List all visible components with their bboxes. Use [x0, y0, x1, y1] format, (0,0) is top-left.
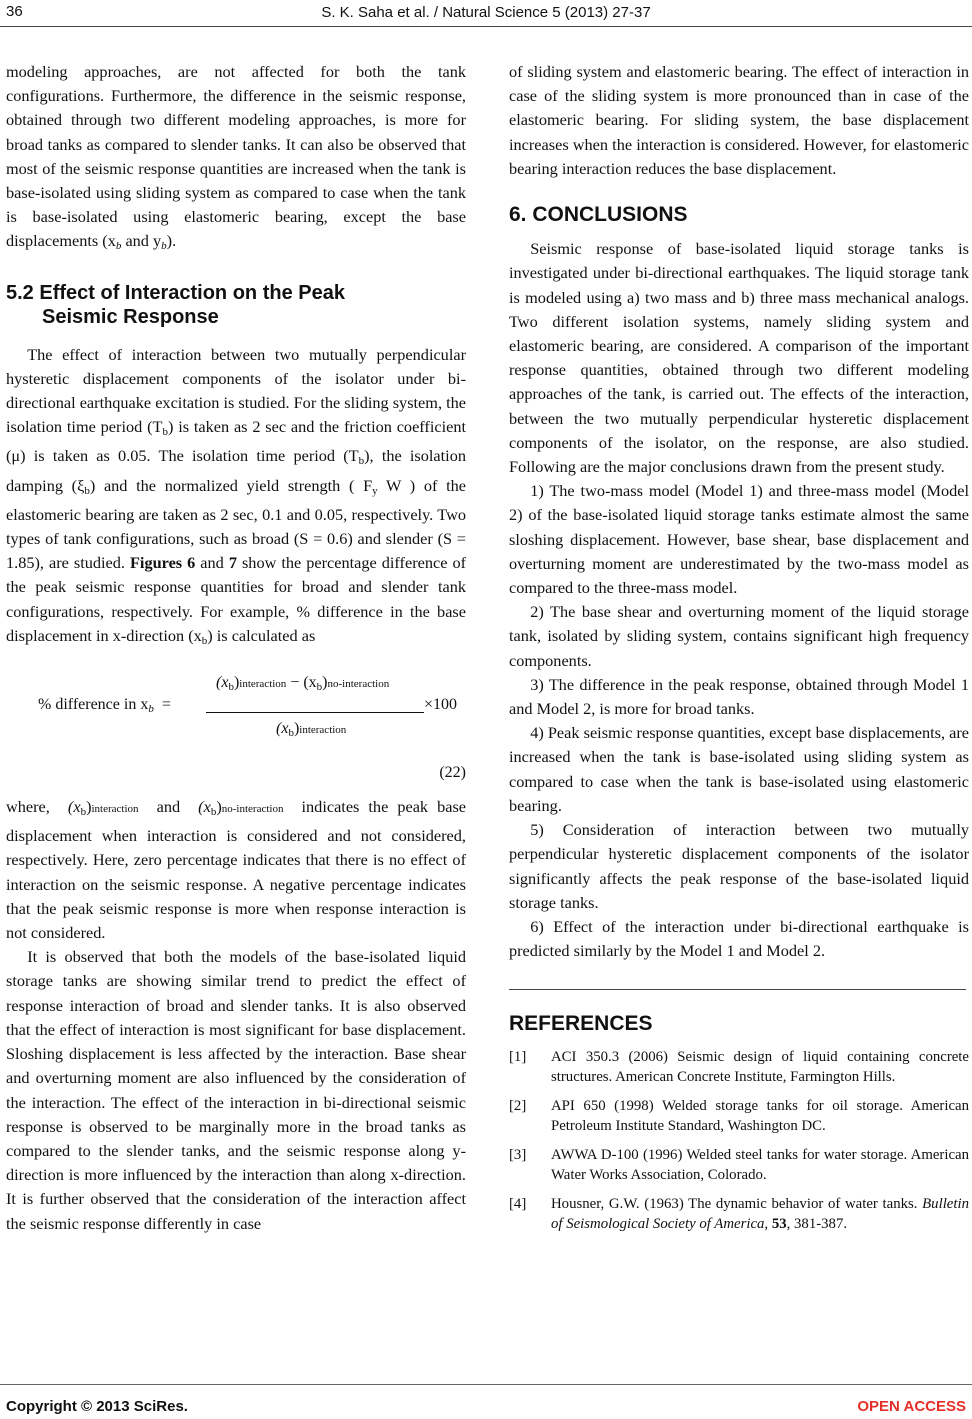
equation-numerator: $(x_b)interaction$ − $(x_b)no$-interaction	[216, 674, 390, 694]
reference-item: [4] Housner, G.W. (1963) The dynamic behavior of water tanks. Bulletin of Seismological Society of America, 53, 381-387.	[509, 1195, 969, 1232]
conclusion-6: 6) Effect of the interaction under bi-directional earthquake is predicted similarly by the Model 1 and Model 2.	[509, 916, 969, 961]
page-number: 36	[6, 3, 23, 20]
references-rule	[509, 989, 966, 990]
equation-multiplier: ×100	[424, 696, 458, 714]
left-paragraph-3: where, $(x_b)interaction$ and $(x_b)no$-interaction indicates the peak base displacement when interaction is considered and not considered, respectively. Here, zero percentage indicates that there is no effect of interaction on the seismic response. A negative percentage indicates that the peak seismic response is more when response interaction is not considered.	[6, 797, 467, 943]
conclusion-2: 2) The base shear and overturning moment of the liquid storage tank, isolated by sliding system, contains significant high frequency components.	[509, 602, 969, 670]
conclusions-intro: Seismic response of base-isolated liquid storage tanks is investigated under bi-directional earthquakes. The liquid storage tank is modeled using a) two mass and b) three mass mechanical analogs. Two different isolation systems, namely sliding system and elastomeric bearing, are considered. A comparison of the important response quantities, obtained through two different modeling approaches of the tank, is carried out. The effects of the interaction, between the two mutually perpendicular hysteretic displacement components of the isolator, on the response, are also studied. Following are the major conclusions drawn from the present study.	[509, 239, 969, 477]
references-heading: REFERENCES	[509, 1012, 653, 1036]
figure-7-reference[interactable]: 7	[228, 553, 237, 573]
section-heading-5-2: 5.2 Effect of Interaction on the Peak Seismic Response	[6, 281, 345, 328]
right-paragraph-1: of sliding system and elastomeric bearing. The effect of interaction in case of the sliding system is more pronounced than in case of the elastomeric bearing. For sliding system, the base displacement increases when the interaction is considered. However, for elastomeric bearing interaction reduces the base displacement.	[509, 62, 969, 178]
left-paragraph-2: The effect of interaction between two mutually perpendicular hysteretic displacement components of the isolator under bi-directional earthquake excitation is studied. For the sliding system, the isolation time period $(T_b)$ is taken as 2 sec and the friction coefficient (μ) is taken as 0.05. The isolation time period $(T_b)$, the isolation damping $(\xi_b)$ and the normalized yield strength ( $F_y$ W ) of the elastomeric bearing are taken as 2 sec, 0.1 and 0.05, respectively. Two types of tank configurations, such as broad (S = 0.6) and slender (S = 1.85), are studied. Figures 6 and 7 show the percentage difference of the peak seismic response quantities for broad and slender tank configurations, respectively. For example, % difference in the base displacement in x-direction $(x_b)$ is calculated as	[6, 344, 467, 647]
left-paragraph-4: It is observed that both the models of the base-isolated liquid storage tanks are showing similar trend to predict the effect of response interaction of broad and slender tanks. It is also observed that the effect of interaction is most significant for base displacement. Sloshing displacement is less affected by the interaction. Base shear and overturning moment are also influenced by the consideration of the interaction. The effect of the interaction in bi-directional seismic response is observed to be marginally more in the broad tanks as compared to the slender tanks, and the seismic response along y- direction is more influenced by the interaction than along x-direction. It is further observed that the consideration of the interaction affect the seismic response differently in case	[6, 947, 466, 1233]
running-title: S. K. Saha et al. / Natural Science 5 (2013) 27-37	[321, 4, 651, 21]
figure-6-reference[interactable]: Figures 6	[129, 553, 196, 573]
conclusion-4: 4) Peak seismic response quantities, except base displacements, are increased when the tank is base-isolated using sliding system as compared to case when the tank is base-isolated using elastomeric bearing.	[509, 723, 969, 815]
open-access-label[interactable]: OPEN ACCESS	[857, 1398, 966, 1415]
right-column	[509, 60, 969, 1243]
footer-rule	[0, 1384, 972, 1385]
equation-denominator: $(x_b)interaction$	[276, 720, 347, 740]
equation-22	[6, 661, 466, 791]
left-column	[6, 60, 466, 1236]
conclusion-5: 5) Consideration of interaction between two mutually perpendicular hysteretic displacement components of the isolator significantly affects the peak response of the base-isolated liquid storage tanks.	[509, 820, 969, 912]
references-list	[509, 1047, 969, 1234]
reference-item: [2] API 650 (1998) Welded storage tanks for oil storage. American Petroleum Institute Standard, Washington DC.	[509, 1097, 969, 1134]
reference-item: [1] ACI 350.3 (2006) Seismic design of liquid containing concrete structures. American Concrete Institute, Farmington Hills.	[509, 1048, 969, 1085]
header-rule	[0, 26, 972, 27]
reference-item: [3] AWWA D-100 (1996) Welded steel tanks for water storage. American Water Works Association, Colorado.	[509, 1146, 969, 1183]
conclusion-1: 1) The two-mass model (Model 1) and three-mass model (Model 2) of the base-isolated liquid storage tanks estimate almost the same sloshing displacement. However, base shear, base displacement and overturning moment are underestimated by the two-mass model as compared to the three-mass model.	[509, 481, 969, 598]
copyright-notice: Copyright © 2013 SciRes.	[6, 1398, 188, 1415]
conclusions-heading: 6. CONCLUSIONS	[509, 203, 688, 227]
left-paragraph-1: modeling approaches, are not affected for both the tank configurations. Furthermore, the difference in the seismic response, obtained through two different modeling approaches, is more for broad tanks as compared to slender tanks. It can also be observed that most of the seismic response quantities are increased when the tank is base-isolated using sliding system as compared to case when the tank is base-isolated using elastomeric bearing, except the base displacements ($x_b$ and $y_b$).	[6, 62, 466, 253]
equation-number: (22)	[439, 764, 466, 782]
equation-lhs: % difference in $x_b$ =	[38, 696, 171, 716]
fraction-bar	[206, 712, 424, 713]
conclusion-3: 3) The difference in the peak response, obtained through Model 1 and Model 2, is more for broad tanks.	[509, 674, 969, 719]
